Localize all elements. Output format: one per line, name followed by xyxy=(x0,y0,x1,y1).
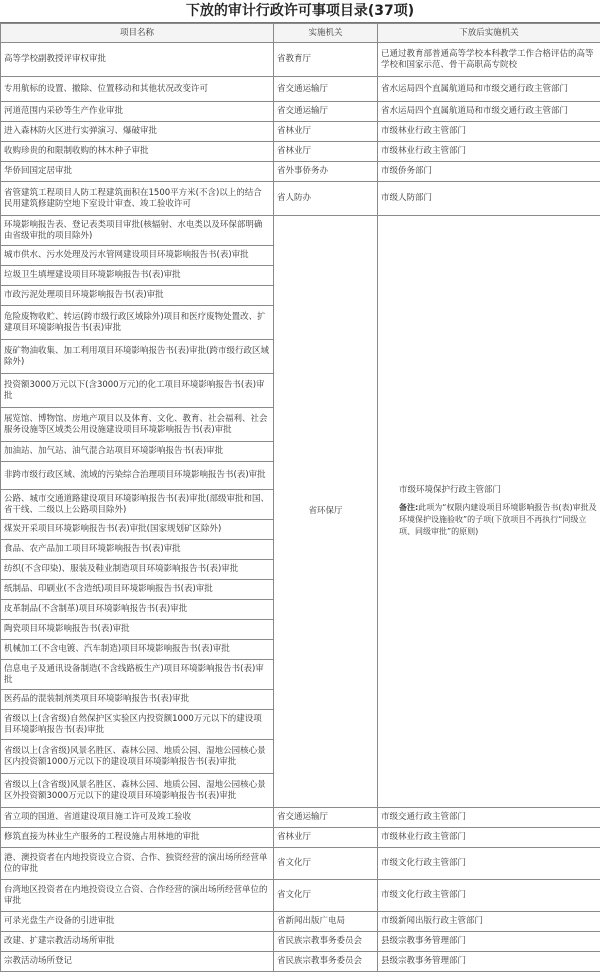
authority: 省文化厅 xyxy=(274,880,378,912)
authority: 省人防办 xyxy=(274,182,378,216)
permit-table xyxy=(0,23,600,972)
delegated-authority: 市级新闻出版行政主管部门 xyxy=(378,912,600,932)
table-row xyxy=(1,122,600,142)
item-name: 华侨回国定居审批 xyxy=(1,162,274,182)
item-name: 省级以上(含省级)风景名胜区、森林公园、地质公园、湿地公园核心景区外投资额3000万元以下的建设项目环境影响报告书(表)审批 xyxy=(1,774,274,808)
table-row xyxy=(1,216,600,246)
authority: 省林业厅 xyxy=(274,828,378,848)
item-name: 医药品的混装制剂类项目环境影响报告书(表)审批 xyxy=(1,690,274,710)
authority: 省林业厅 xyxy=(274,122,378,142)
item-name: 省级以上(含省级)自然保护区实验区内投资额1000万元以下的建设项目环境影响报告书(表)审批 xyxy=(1,710,274,740)
item-name: 非跨市级行政区域、流域的污染综合治理项目环境影响报告书(表)审批 xyxy=(1,462,274,490)
delegated-authority: 省水运局四个直属航道局和市级交通行政主管部门 xyxy=(378,102,600,122)
item-name: 市政污泥处理项目环境影响报告书(表)审批 xyxy=(1,286,274,306)
env-authority-merged xyxy=(274,216,378,808)
item-name: 食品、农产品加工项目环境影响报告书(表)审批 xyxy=(1,540,274,560)
delegated-authority: 市级环境保护行政主管部门 xyxy=(381,485,597,496)
delegated-authority: 市级文化行政主管部门 xyxy=(378,880,600,912)
item-name: 废矿物油收集、加工利用项目环境影响报告书(表)审批(跨市级行政区域除外) xyxy=(1,340,274,374)
env-note-label: 备注: xyxy=(399,503,418,512)
table-row xyxy=(1,162,600,182)
delegated-authority: 县级宗教事务管理部门 xyxy=(378,932,600,952)
authority: 省交通运输厅 xyxy=(274,102,378,122)
delegated-authority: 县级宗教事务管理部门 xyxy=(378,952,600,972)
authority: 省教育厅 xyxy=(274,43,378,77)
table-row xyxy=(1,43,600,77)
item-name: 陶瓷项目环境影响报告书(表)审批 xyxy=(1,620,274,640)
delegated-authority: 已通过教育部普通高等学校本科教学工作合格评估的高等学校和国家示范、骨干高职高专院校 xyxy=(378,43,600,77)
page-title: 下放的审计行政许可事项目录(37项) xyxy=(0,0,600,23)
item-name: 改建、扩建宗教活动场所审批 xyxy=(1,932,274,952)
item-name: 省立项的国道、省道建设项目施工许可及竣工验收 xyxy=(1,808,274,828)
item-name: 收购珍贵的和限制收购的林木种子审批 xyxy=(1,142,274,162)
delegated-authority: 市级林业行政主管部门 xyxy=(378,122,600,142)
item-name: 可录光盘生产设备的引进审批 xyxy=(1,912,274,932)
item-name: 修筑直接为林业生产服务的工程设施占用林地的审批 xyxy=(1,828,274,848)
authority: 省民族宗教事务委员会 xyxy=(274,932,378,952)
item-name: 台湾地区投资者在内地投资设立合资、合作经营的演出场所经营单位的审批 xyxy=(1,880,274,912)
delegated-authority: 省水运局四个直属航道局和市级交通行政主管部门 xyxy=(378,77,600,102)
item-name: 加油站、加气站、油气混合站项目环境影响报告书(表)审批 xyxy=(1,442,274,462)
item-name: 宗教活动场所登记 xyxy=(1,952,274,972)
authority: 省民族宗教事务委员会 xyxy=(274,952,378,972)
item-name: 公路、城市交通道路建设项目环境影响报告书(表)审批(部级审批和国、省干线、二级以上公路项目除外) xyxy=(1,490,274,520)
authority: 省交通运输厅 xyxy=(274,77,378,102)
table-row xyxy=(1,932,600,952)
table-row xyxy=(1,102,600,122)
table-row xyxy=(1,912,600,932)
item-name: 河道范围内采砂等生产作业审批 xyxy=(1,102,274,122)
item-name: 省级以上(含省级)风景名胜区、森林公园、地质公园、湿地公园核心景区内投资额1000万元以下的建设项目环境影响报告书(表)审批 xyxy=(1,740,274,774)
item-name: 纺织(不含印染)、服装及鞋业制造项目环境影响报告书(表)审批 xyxy=(1,560,274,580)
item-name: 纸制品、印刷业(不含造纸)项目环境影响报告书(表)审批 xyxy=(1,580,274,600)
delegated-authority: 市级林业行政主管部门 xyxy=(378,142,600,162)
item-name: 信息电子及通讯设备制造(不含线路板生产)项目环境影响报告书(表)审批 xyxy=(1,660,274,690)
table-row xyxy=(1,77,600,102)
item-name: 投资额3000万元以下(含3000万元)的化工项目环境影响报告书(表)审批 xyxy=(1,374,274,408)
env-note-text: 此项为“权限内建设项目环境影响报告书(表)审批及环境保护设施验收”的子项(下放项目不再执行“同级立项、同级审批”的原则) xyxy=(399,503,597,536)
authority: 省文化厅 xyxy=(274,848,378,880)
table-header xyxy=(1,24,600,43)
table-row xyxy=(1,142,600,162)
header-delegated: 下放后实施机关 xyxy=(378,24,600,43)
item-name: 环境影响报告表、登记表类项目审批(核辐射、水电类以及环保部明确由省级审批的项目除外) xyxy=(1,216,274,246)
item-name: 进入森林防火区进行实弹演习、爆破审批 xyxy=(1,122,274,142)
delegated-authority: 市级侨务部门 xyxy=(378,162,600,182)
item-name: 机械加工(不含电镀、汽车制造)项目环境影响报告书(表)审批 xyxy=(1,640,274,660)
item-name: 危险废物收贮、转运(跨市级行政区域除外)项目和医疗废物处置改、扩建项目环境影响报告书(表)审批 xyxy=(1,306,274,340)
table-row xyxy=(1,952,600,972)
item-name: 港、澳投资者在内地投资设立合资、合作、独资经营的演出场所经营单位的审批 xyxy=(1,848,274,880)
item-name: 省管建筑工程项目人防工程建筑面积在1500平方米(不含)以上的结合民用建筑修建防空地下室设计审查、竣工验收许可 xyxy=(1,182,274,216)
delegated-authority: 市级交通行政主管部门 xyxy=(378,808,600,828)
env-note xyxy=(381,502,597,538)
authority: 省环保厅 xyxy=(308,506,342,516)
item-name: 垃圾卫生填埋建设项目环境影响报告书(表)审批 xyxy=(1,266,274,286)
table-row xyxy=(1,182,600,216)
header-item: 项目名称 xyxy=(1,24,274,43)
item-name: 展览馆、博物馆、房地产项目以及体育、文化、教育、社会福利、社会服务设施等区域类公用设施建设项目环境影响报告书(表)审批 xyxy=(1,408,274,442)
item-name: 专用航标的设置、撤除、位置移动和其他状况改变许可 xyxy=(1,77,274,102)
authority: 省外事侨务办 xyxy=(274,162,378,182)
authority: 省林业厅 xyxy=(274,142,378,162)
authority: 省交通运输厅 xyxy=(274,808,378,828)
item-name: 煤炭开采项目环境影响报告书(表)审批(国家规划矿区除外) xyxy=(1,520,274,540)
delegated-authority: 市级人防部门 xyxy=(378,182,600,216)
delegated-authority: 市级林业行政主管部门 xyxy=(378,828,600,848)
env-delegated-merged xyxy=(378,216,600,808)
table-row xyxy=(1,880,600,912)
item-name: 城市供水、污水处理及污水管网建设项目环境影响报告书(表)审批 xyxy=(1,246,274,266)
table-row xyxy=(1,848,600,880)
delegated-authority: 市级文化行政主管部门 xyxy=(378,848,600,880)
header-authority: 实施机关 xyxy=(274,24,378,43)
item-name: 高等学校副教授评审权审批 xyxy=(1,43,274,77)
item-name: 皮革制品(不含制革)项目环境影响报告书(表)审批 xyxy=(1,600,274,620)
table-row xyxy=(1,808,600,828)
authority: 省新闻出版广电局 xyxy=(274,912,378,932)
table-row xyxy=(1,828,600,848)
